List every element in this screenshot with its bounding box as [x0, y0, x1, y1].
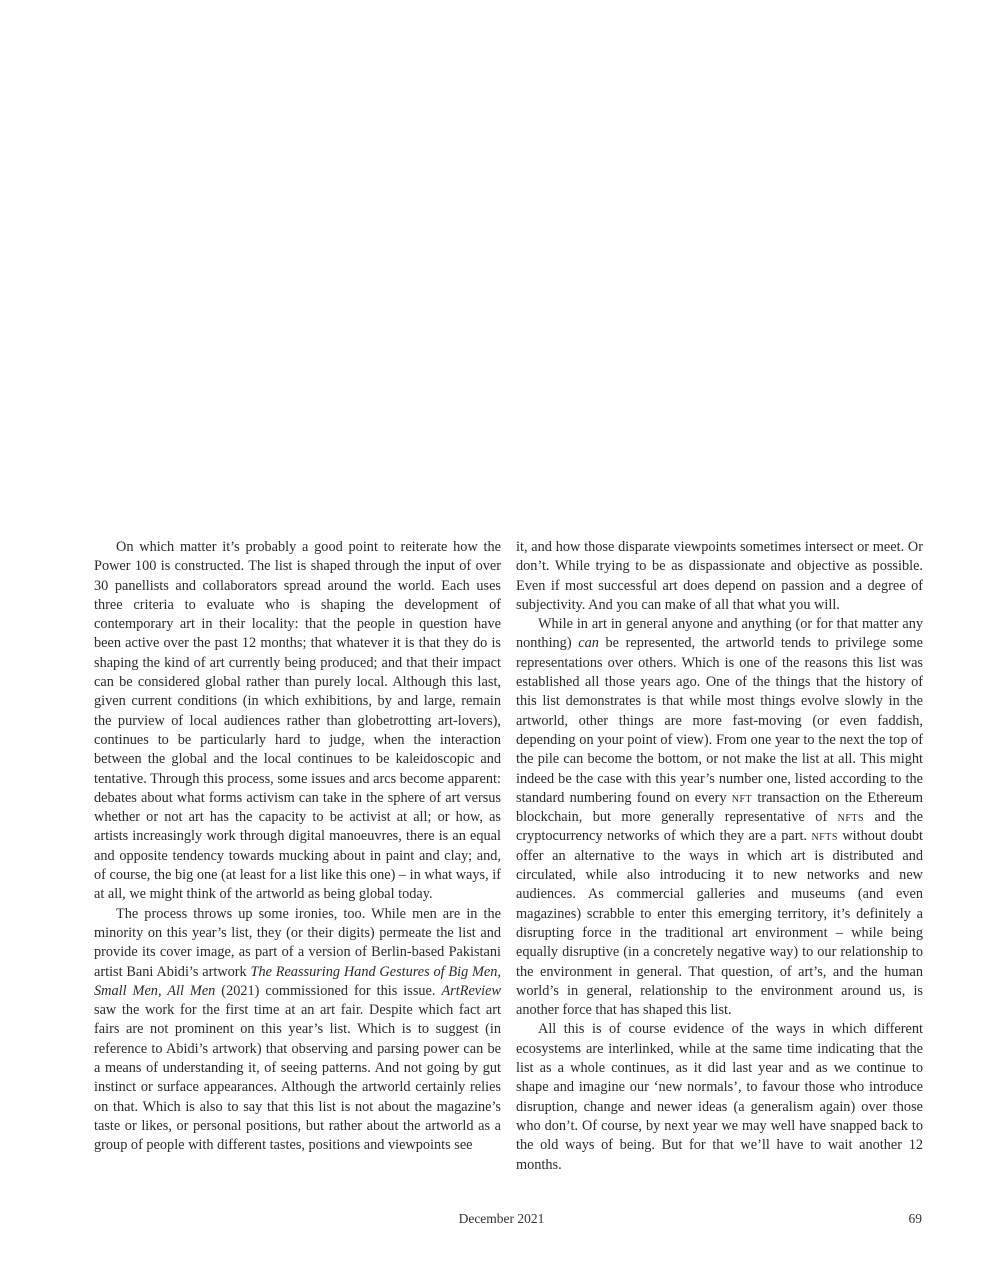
paragraph: it, and how those disparate viewpoints sometimes intersect or meet. Or don’t. While trying to be as dispassionate and objective as possible. Even if most successful art does depend on passion and a degree of subjectivity. And you can make of all that what you will.: [516, 539, 923, 613]
article-body: [94, 538, 923, 1175]
acronym: nfts: [837, 809, 865, 826]
right-column: [516, 538, 923, 1175]
acronym: nfts: [811, 828, 838, 845]
page-number: 69: [908, 1211, 922, 1226]
paragraph: All this is of course evidence of the ways in which different ecosystems are interlinked, while at the same time indicating that the list as a whole continues, as it did last year and as we continue to shape and imagine our ‘new normals’, to favour those who introduce disruption, change and newer ideas (a generalism again) over those who don’t. Of course, by next year we may well have snapped back to the old ways of being. But for that we’ll have to wait another 12 months.: [516, 1021, 923, 1173]
magazine-name: ArtReview: [441, 982, 502, 999]
paragraph: The process throws up some ironies, too. While men are in the minority on this year’s list, they (or their digits) permeate the list and provide its cover image, as part of a version of Berlin-based Pakistani artist Bani Abidi’s artwork The Reassuring Hand Gestures of Big Men, Small Men, All Men (2021) commissioned for this issue. ArtReview saw the work for the first time at an art fair. Despite which fact art fairs are not prominent on this year’s list. Which is to suggest (in reference to Abidi’s artwork) that observing and parsing power can be a means of understanding it, of seeing patterns. And not going by gut instinct or surface appearances. Although the artworld certainly relies on that. Which is also to say that this list is not about the magazine’s taste or likes, or personal positions, but rather about the artworld as a group of people with different tastes, positions and viewpoints see: [94, 905, 502, 1154]
acronym: nft: [731, 789, 753, 806]
emphasis: can: [578, 635, 599, 652]
artwork-title: The Reassuring Hand Gestures of Big Men, Small Men, All Men: [94, 963, 501, 999]
paragraph: On which matter it’s probably a good point to reiterate how the Power 100 is constructed. The list is shaped through the input of over 30 panellists and collaborators spread around the world. Each uses three criteria to evaluate who is shaping the development of contemporary art in their locality: that the people in question have been active over the past 12 months; that whatever it is that they do is shaping the kind of art currently being produced; and that their impact can be considered global rather than purely local. Although this last, given current conditions (in which exhibitions, by and large, remain the purview of local audiences rather than globetrotting art-lovers), continues to be particularly hard to judge, when the interaction between the global and the local continues to be kaleidoscopic and tentative. Through this process, some issues and arcs become apparent: debates about what forms activism can take in the sphere of art versus whether or not art has the capacity to be activist at all; or how, as artists increasingly work through digital manoeuvres, there is an equal and opposite tendency towards mucking about in paint and clay; and, of course, the big one (at least for a list like this one) – in what ways, if at all, we might think of the artworld as being global today.: [94, 539, 501, 903]
left-column: [94, 538, 501, 1175]
paragraph: While in art in general anyone and anything (or for that matter any nonthing) can be represented, the artworld tends to privilege some representations over others. Which is one of the reasons this list was established all those years ago. One of the things that the history of this list demonstrates is that while most things evolve slowly in the artworld, other things are more fast-moving (or even faddish, depending on your point of view). From one year to the next the top of the pile can become the bottom, or not make the list at all. This might indeed be the case with this year’s number one, listed according to the standard numbering found on every nft transaction on the Ethereum blockchain, but more generally representative of nfts and the cryptocurrency networks of which they are a part. nfts without doubt offer an alternative to the ways in which art is distributed and circulated, while also introducing it to new networks and new audiences. As commercial galleries and museums (and even magazines) scrabble to enter this emerging territory, it’s definitely a disrupting force in the traditional art environment – while being equally disruptive (in a concretely negative way) to our relationship to the environment in general. That question, of art’s, and the human world’s in general, relationship to the environment around us, is another force that has shaped this list.: [516, 616, 923, 1019]
issue-date: December 2021: [458, 1211, 545, 1226]
